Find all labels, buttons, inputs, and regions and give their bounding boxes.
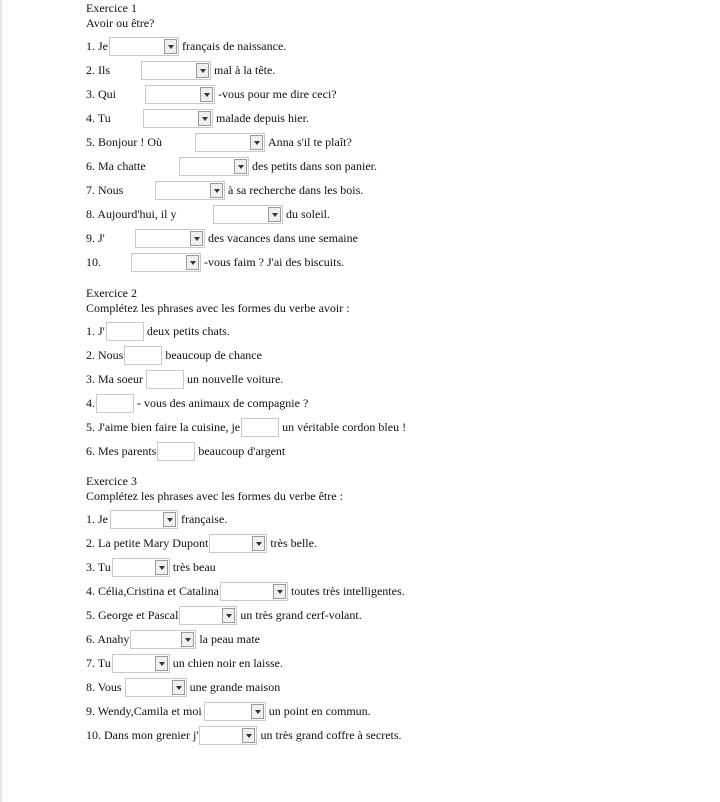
answer-dropdown[interactable]: [135, 229, 205, 248]
page-edge: [0, 0, 2, 802]
row-prefix: 6. Anahy: [86, 632, 130, 646]
answer-dropdown[interactable]: [209, 534, 267, 553]
row-prefix: 5. J'aime bien faire la cuisine, je: [86, 420, 241, 434]
answer-dropdown[interactable]: [125, 678, 187, 697]
answer-dropdown[interactable]: [143, 109, 213, 128]
chevron-down-icon[interactable]: [200, 87, 213, 102]
row-prefix: 8. Vous: [86, 680, 122, 694]
exercise-3-subtitle: Complétez les phrases avec les formes du verbe être :: [86, 489, 343, 503]
chevron-down-icon[interactable]: [198, 111, 211, 126]
row-suffix: la peau mate: [199, 632, 260, 646]
chevron-down-icon[interactable]: [251, 704, 264, 719]
chevron-down-icon[interactable]: [164, 39, 177, 54]
exercise-2-row: [86, 417, 406, 437]
row-prefix: 5. Bonjour ! Où: [86, 135, 162, 149]
row-prefix: 7. Tu: [86, 656, 111, 670]
row-suffix: Anna s'il te plaît?: [268, 135, 352, 149]
row-prefix: 4.: [86, 396, 95, 410]
answer-input[interactable]: [157, 442, 195, 461]
exercise-3-row: [86, 509, 227, 529]
row-prefix: 9. Wendy,Camila et moi: [86, 704, 202, 718]
answer-input[interactable]: [241, 418, 279, 437]
row-suffix: malade depuis hier.: [216, 111, 309, 125]
exercise-1-row: [86, 84, 337, 104]
answer-dropdown[interactable]: [145, 85, 215, 104]
exercise-1-row: [86, 60, 275, 80]
row-prefix: 9. J': [86, 231, 105, 245]
chevron-down-icon[interactable]: [268, 207, 281, 222]
exercise-1-row: [86, 204, 330, 224]
exercise-2-row: [86, 369, 283, 389]
answer-dropdown[interactable]: [131, 253, 201, 272]
row-suffix: un chien noir en laisse.: [172, 656, 284, 670]
row-suffix: toutes très intelligentes.: [290, 584, 405, 598]
chevron-down-icon[interactable]: [252, 536, 265, 551]
answer-dropdown[interactable]: [179, 157, 249, 176]
answer-dropdown[interactable]: [141, 61, 211, 80]
exercise-3-row: [86, 677, 280, 697]
exercise-3-row: [86, 557, 216, 577]
row-prefix: 4. Célia,Cristina et Catalina: [86, 584, 219, 598]
exercise-3-row: [86, 581, 405, 601]
row-suffix: très belle.: [270, 536, 317, 550]
row-suffix: - vous des animaux de compagnie ?: [137, 396, 309, 410]
exercise-3-row: [86, 725, 402, 745]
row-suffix: des vacances dans une semaine: [208, 231, 358, 245]
chevron-down-icon[interactable]: [163, 512, 176, 527]
answer-dropdown[interactable]: [130, 630, 196, 649]
exercise-3-row: [86, 701, 371, 721]
exercise-2-row: [86, 345, 262, 365]
row-prefix: 2. Ils: [86, 63, 110, 77]
exercise-1-row: [86, 108, 309, 128]
answer-dropdown[interactable]: [112, 654, 170, 673]
row-prefix: 3. Tu: [86, 560, 111, 574]
exercise-2-title: Exercice 2: [86, 286, 137, 300]
row-suffix: beaucoup d'argent: [198, 444, 286, 458]
row-suffix: française.: [181, 512, 228, 526]
chevron-down-icon[interactable]: [222, 608, 235, 623]
row-suffix: un très grand coffre à secrets.: [260, 728, 402, 742]
exercise-1-row: [86, 180, 363, 200]
exercise-3-row: [86, 605, 362, 625]
row-prefix: 3. Ma soeur: [86, 372, 143, 386]
row-prefix: 6. Mes parents: [86, 444, 157, 458]
exercise-1-title: Exercice 1: [86, 1, 137, 15]
row-suffix: beaucoup de chance: [165, 348, 262, 362]
row-suffix: un très grand cerf-volant.: [240, 608, 362, 622]
chevron-down-icon[interactable]: [155, 560, 168, 575]
chevron-down-icon[interactable]: [172, 680, 185, 695]
exercise-1-row: [86, 252, 344, 272]
row-prefix: 2. La petite Mary Dupont: [86, 536, 209, 550]
chevron-down-icon[interactable]: [242, 728, 255, 743]
row-suffix: mal à la tête.: [214, 63, 276, 77]
exercise-2-row: [86, 393, 308, 413]
row-prefix: 8. Aujourd'hui, il y: [86, 207, 177, 221]
exercise-2-row: [86, 321, 230, 341]
answer-dropdown[interactable]: [179, 606, 237, 625]
chevron-down-icon[interactable]: [181, 632, 194, 647]
exercise-1-row: [86, 228, 358, 248]
row-suffix: un véritable cordon bleu !: [282, 420, 407, 434]
answer-dropdown[interactable]: [213, 205, 283, 224]
row-suffix: du soleil.: [286, 207, 330, 221]
row-suffix: des petits dans son panier.: [252, 159, 377, 173]
exercise-3-title: Exercice 3: [86, 474, 137, 488]
row-prefix: 4. Tu: [86, 111, 111, 125]
exercise-3-row: [86, 629, 260, 649]
row-suffix: deux petits chats.: [146, 324, 230, 338]
answer-input[interactable]: [146, 370, 184, 389]
row-prefix: 1. Je: [86, 39, 108, 53]
row-suffix: -vous faim ? J'ai des biscuits.: [204, 255, 345, 269]
row-prefix: 5. George et Pascal: [86, 608, 179, 622]
row-suffix: un point en commun.: [268, 704, 371, 718]
row-suffix: français de naissance.: [182, 39, 287, 53]
answer-dropdown[interactable]: [155, 181, 225, 200]
chevron-down-icon[interactable]: [273, 584, 286, 599]
answer-input[interactable]: [106, 322, 144, 341]
exercise-1-row: [86, 132, 352, 152]
answer-dropdown[interactable]: [195, 133, 265, 152]
chevron-down-icon[interactable]: [186, 255, 199, 270]
exercise-1-row: [86, 156, 377, 176]
answer-dropdown[interactable]: [109, 37, 179, 56]
row-suffix: à sa recherche dans les bois.: [228, 183, 364, 197]
answer-dropdown[interactable]: [220, 582, 288, 601]
exercise-3-row: [86, 533, 317, 553]
chevron-down-icon[interactable]: [196, 63, 209, 78]
answer-dropdown[interactable]: [110, 510, 178, 529]
answer-input[interactable]: [96, 394, 134, 413]
row-suffix: une grande maison: [189, 680, 281, 694]
answer-dropdown[interactable]: [199, 726, 257, 745]
chevron-down-icon[interactable]: [250, 135, 263, 150]
chevron-down-icon[interactable]: [210, 183, 223, 198]
row-prefix: 10. Dans mon grenier j': [86, 728, 199, 742]
exercise-1-row: [86, 36, 286, 56]
exercise-3-row: [86, 653, 283, 673]
chevron-down-icon[interactable]: [190, 231, 203, 246]
row-prefix: 2. Nous: [86, 348, 124, 362]
row-prefix: 3. Qui: [86, 87, 116, 101]
answer-input[interactable]: [124, 346, 162, 365]
row-prefix: 7. Nous: [86, 183, 124, 197]
row-prefix: 1. J': [86, 324, 105, 338]
row-prefix: 1. Je: [86, 512, 108, 526]
row-prefix: 6. Ma chatte: [86, 159, 146, 173]
chevron-down-icon[interactable]: [155, 656, 168, 671]
row-suffix: très beau: [172, 560, 216, 574]
exercise-2-subtitle: Complétez les phrases avec les formes du verbe avoir :: [86, 301, 350, 315]
answer-dropdown[interactable]: [204, 702, 266, 721]
row-prefix: 10.: [86, 255, 101, 269]
chevron-down-icon[interactable]: [234, 159, 247, 174]
exercise-1-subtitle: Avoir ou être?: [86, 16, 155, 30]
exercise-2-row: [86, 441, 285, 461]
row-suffix: -vous pour me dire ceci?: [218, 87, 337, 101]
answer-dropdown[interactable]: [112, 558, 170, 577]
row-suffix: un nouvelle voiture.: [187, 372, 284, 386]
